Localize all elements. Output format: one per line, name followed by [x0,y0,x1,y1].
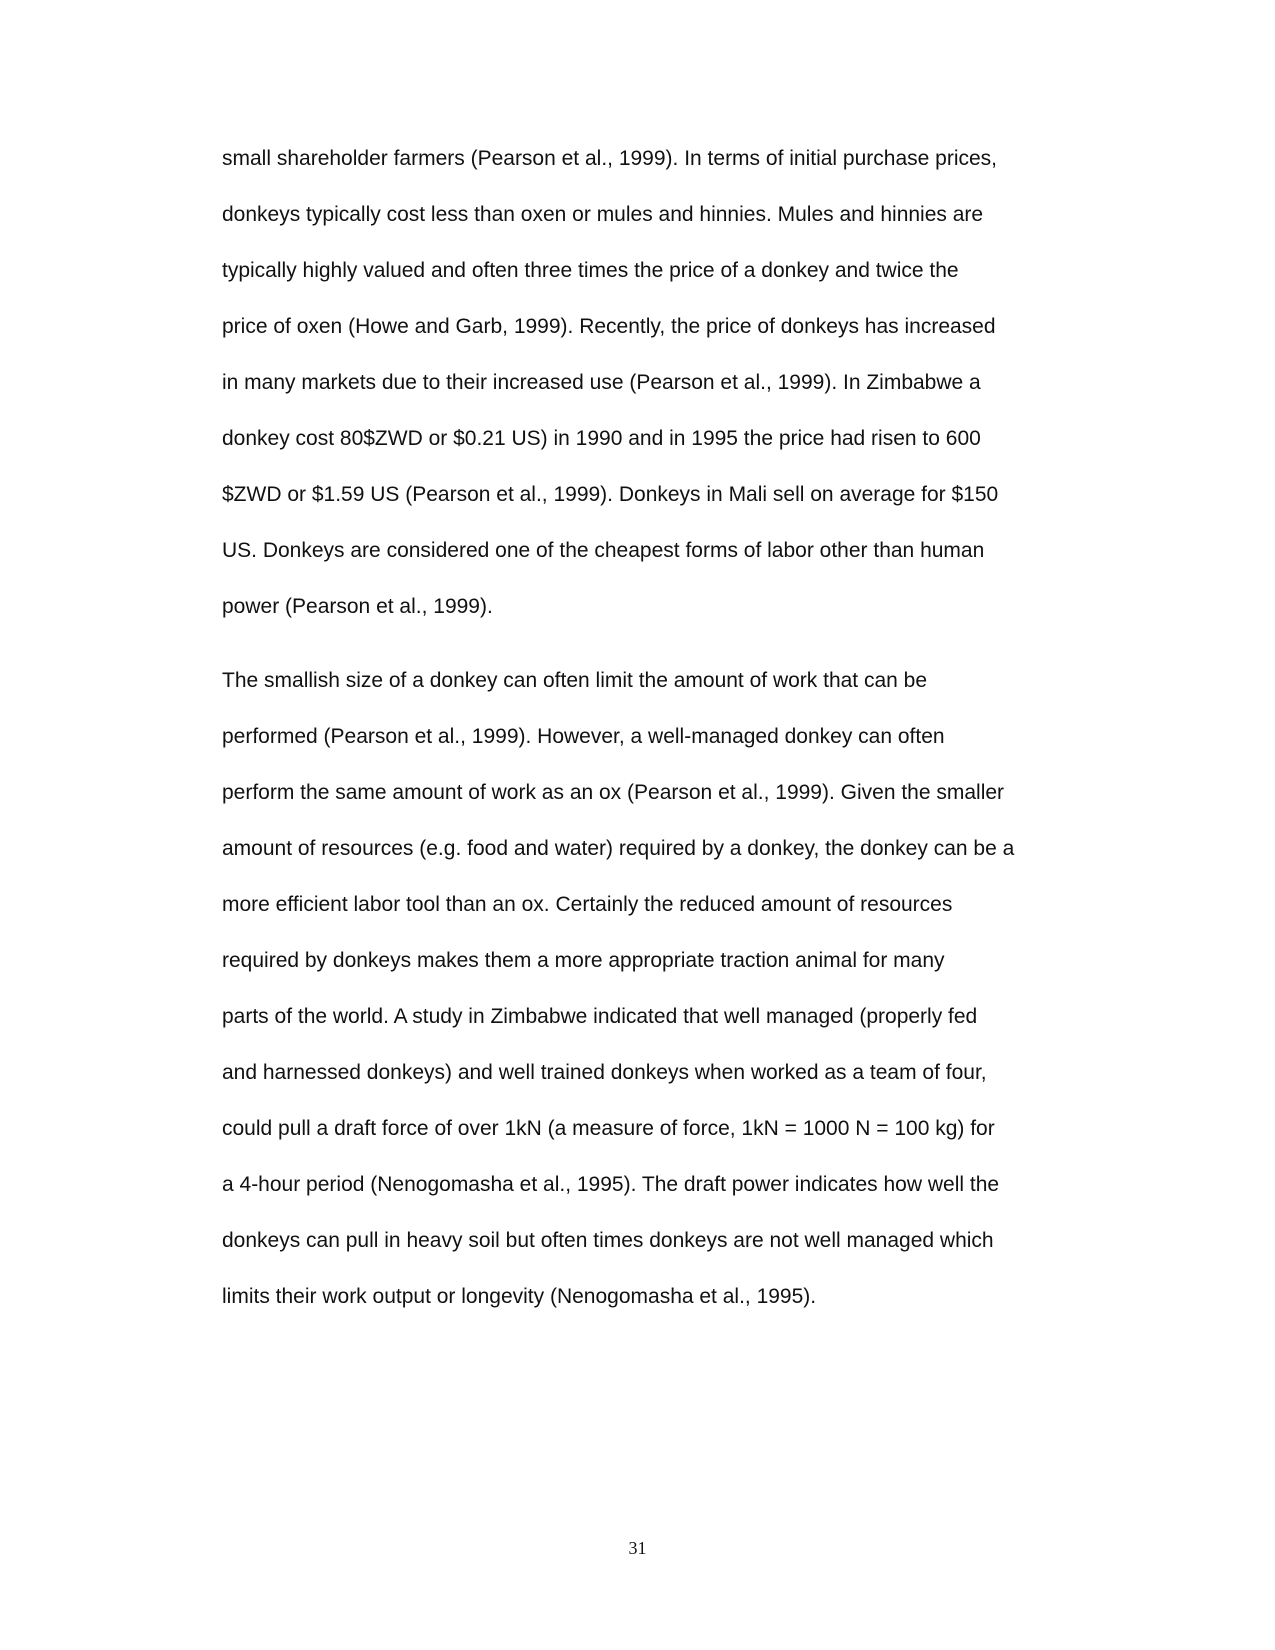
paragraph-line: perform the same amount of work as an ox (Pearson et al., 1999). Given the smaller [222,781,1005,804]
paragraph-line: small shareholder farmers (Pearson et al., 1999). In terms of initial purchase prices, [222,147,998,170]
paragraph-line: The smallish size of a donkey can often limit the amount of work that can be [222,669,928,692]
paragraph-line: donkey cost 80$ZWD or $0.21 US) in 1990 and in 1995 the price had risen to 600 [222,427,981,450]
paragraph-line: and harnessed donkeys) and well trained donkeys when worked as a team of four, [222,1061,987,1084]
paragraph-line: more efficient labor tool than an ox. Certainly the reduced amount of resources [222,893,953,916]
paragraph-line: performed (Pearson et al., 1999). However, a well-managed donkey can often [222,725,945,748]
paragraph-line: power (Pearson et al., 1999). [222,595,493,618]
paragraph-line: could pull a draft force of over 1kN (a measure of force, 1kN = 1000 N = 100 kg) for [222,1117,995,1140]
paragraph-line: required by donkeys makes them a more appropriate traction animal for many [222,949,945,972]
paragraph-line: donkeys can pull in heavy soil but often times donkeys are not well managed which [222,1229,994,1252]
paragraph-line: amount of resources (e.g. food and water) required by a donkey, the donkey can be a [222,837,1015,860]
page-number: 31 [628,1538,647,1558]
paragraph-line: price of oxen (Howe and Garb, 1999). Recently, the price of donkeys has increased [222,315,996,338]
paragraph-line: donkeys typically cost less than oxen or mules and hinnies. Mules and hinnies are [222,203,984,226]
paragraph-line: limits their work output or longevity (Nenogomasha et al., 1995). [222,1285,817,1308]
paragraph-line: a 4-hour period (Nenogomasha et al., 1995). The draft power indicates how well the [222,1173,1000,1196]
paragraph-line: typically highly valued and often three times the price of a donkey and twice the [222,259,959,282]
paragraph-line: US. Donkeys are considered one of the cheapest forms of labor other than human [222,539,985,562]
paragraph-line: $ZWD or $1.59 US (Pearson et al., 1999). Donkeys in Mali sell on average for $150 [222,483,999,506]
paragraph-line: in many markets due to their increased use (Pearson et al., 1999). In Zimbabwe a [222,371,981,394]
paragraph-line: parts of the world. A study in Zimbabwe indicated that well managed (properly fed [222,1005,978,1028]
